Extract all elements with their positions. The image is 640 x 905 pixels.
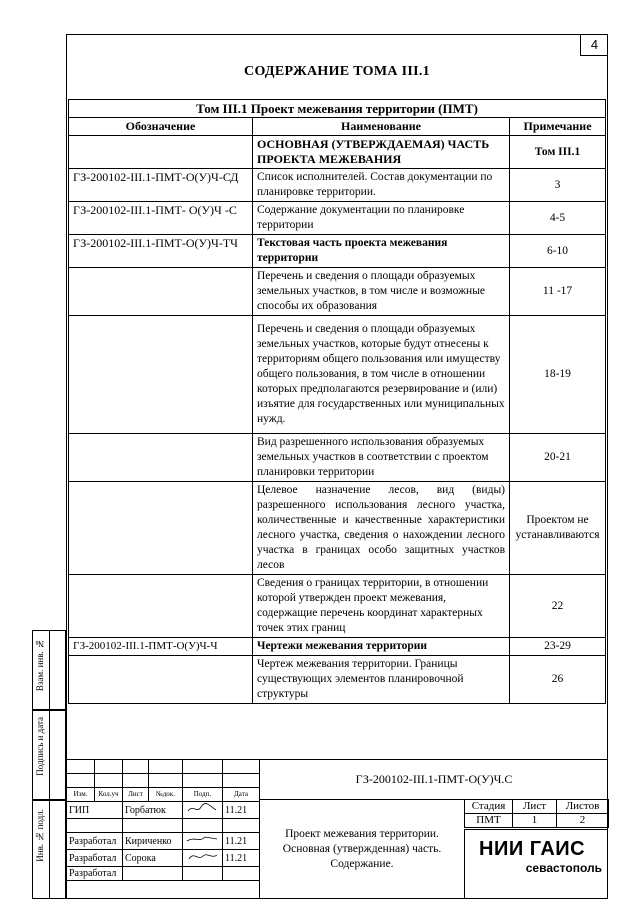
sheets-header: Листов [557, 800, 609, 814]
row-designation [69, 575, 253, 638]
table-row [69, 235, 606, 268]
table-row [69, 482, 606, 575]
row-designation: ГЗ-200102-III.1-ПМТ- О(У)Ч -С [69, 202, 253, 235]
table-row [69, 656, 606, 704]
stamp-header-ndok: №док. [149, 788, 183, 802]
row-name: Сведения о границах территории, в отношении которой утвержден проект межевания, содержащие перечень координат характерных точек этих границ [253, 575, 510, 638]
header-name: Наименование [253, 118, 510, 136]
table-row [69, 638, 606, 656]
row-designation: ГЗ-200102-III.1-ПМТ-О(У)Ч-ТЧ [69, 235, 253, 268]
row-name: Список исполнителей. Состав документации по планировке территории. [253, 169, 510, 202]
contents-table [68, 99, 606, 704]
header-note: Примечание [510, 118, 606, 136]
stage-header: Стадия [465, 800, 513, 814]
company-name: НИИ ГАИС [479, 838, 586, 860]
row-designation [69, 482, 253, 575]
stamp-role: Разработал [67, 867, 123, 881]
stamp-header-list: Лист [123, 788, 149, 802]
table-row [69, 268, 606, 316]
row-note: 11 -17 [510, 268, 606, 316]
table-row [69, 136, 606, 169]
row-note: 6-10 [510, 235, 606, 268]
row-name: Текстовая часть проекта межевания территории [253, 235, 510, 268]
row-name: Вид разрешенного использования образуемых земельных участков в соответствии с проектом планировки территории [253, 434, 510, 482]
row-designation [69, 316, 253, 434]
document-title: СОДЕРЖАНИЕ ТОМА III.1 [244, 64, 430, 79]
document-description: Проект межевания территории. Основная (утвержденная) часть. Содержание. [259, 799, 464, 899]
stamp-header-podp: Подп. [183, 788, 223, 802]
sheet-value: 1 [513, 814, 557, 828]
row-note: 3 [510, 169, 606, 202]
stamp-date: 11.21 [223, 833, 260, 850]
signatures-grid [66, 801, 260, 881]
stamp-name: Горбатюк [123, 802, 183, 819]
row-designation: ГЗ-200102-III.1-ПМТ-О(У)Ч-Ч [69, 638, 253, 656]
sheet-header: Лист [513, 800, 557, 814]
row-note: 18-19 [510, 316, 606, 434]
volume-heading: Том III.1 Проект межевания территории (ПМТ) [69, 100, 606, 118]
stamp-date: 11.21 [223, 850, 260, 867]
company-city: севастополь [525, 861, 602, 875]
stamp-header-kol: Кол.уч [95, 788, 123, 802]
signature-row [67, 833, 260, 850]
signature-row [67, 867, 260, 881]
signature-row [67, 850, 260, 867]
stamp-name: Сорока [123, 850, 183, 867]
stamp-header-data: Дата [223, 788, 260, 802]
row-name: Чертеж межевания территории. Границы существующих элементов планировочной структуры [253, 656, 510, 704]
row-note: 26 [510, 656, 606, 704]
table-row [69, 316, 606, 434]
table-row [69, 434, 606, 482]
stamp-role: Разработал [67, 833, 123, 850]
table-row [69, 575, 606, 638]
row-name: Перечень и сведения о площади образуемых земельных участков, в том числе и возможные способы их образования [253, 268, 510, 316]
company-logo [464, 829, 608, 899]
row-note: Том III.1 [510, 136, 606, 169]
page-number: 4 [580, 34, 608, 56]
side-label-inv: Инв. № подл. [35, 809, 45, 862]
row-name: Целевое назначение лесов, вид (виды) разрешенного использования лесного участка, количественные и качественные характеристики лесного участка, сведения о нахождении лесного участка в границах особо защитных участков лесов [253, 482, 510, 575]
row-designation [69, 136, 253, 169]
header-designation: Обозначение [69, 118, 253, 136]
row-note: 23-29 [510, 638, 606, 656]
signature-row [67, 819, 260, 833]
row-designation [69, 434, 253, 482]
table-row [69, 202, 606, 235]
side-box-podpis [32, 710, 66, 800]
stamp-header-izm: Изм. [67, 788, 95, 802]
row-designation [69, 656, 253, 704]
row-designation: ГЗ-200102-III.1-ПМТ-О(У)Ч-СД [69, 169, 253, 202]
row-note: 22 [510, 575, 606, 638]
stamp-name: Кириченко [123, 833, 183, 850]
signature-row [67, 802, 260, 819]
side-label-vzam: Взам. инв. № [35, 639, 45, 692]
side-box-inv [32, 800, 66, 899]
side-box-vzam [32, 630, 66, 710]
table-row [69, 169, 606, 202]
stage-value: ПМТ [465, 814, 513, 828]
signature-image [183, 850, 223, 867]
stamp-role: Разработал [67, 850, 123, 867]
signature-image [183, 833, 223, 850]
sheets-value: 2 [557, 814, 609, 828]
signature-image [183, 802, 223, 819]
row-name: Содержание документации по планировке территории [253, 202, 510, 235]
row-note: 4-5 [510, 202, 606, 235]
row-note: Проектом не устанавливаются [510, 482, 606, 575]
stamp-role: ГИП [67, 802, 123, 819]
row-note: 20-21 [510, 434, 606, 482]
row-name: Перечень и сведения о площади образуемых земельных участков, которые будут отнесены к территориям общего пользования или имуществу общего пользования, в том числе в отношении которых предполагаются резервирование и (или) изъятие для государственных или муниципальных нужд. [253, 316, 510, 434]
row-designation [69, 268, 253, 316]
revision-grid [66, 759, 260, 802]
side-label-podpis: Подпись и дата [35, 717, 45, 776]
row-name: ОСНОВНАЯ (УТВЕРЖДАЕМАЯ) ЧАСТЬ ПРОЕКТА МЕЖЕВАНИЯ [253, 136, 510, 169]
stage-table [464, 799, 609, 828]
stamp-date: 11.21 [223, 802, 260, 819]
document-code: ГЗ-200102-III.1-ПМТ-О(У)Ч.С [259, 759, 608, 799]
row-name: Чертежи межевания территории [253, 638, 510, 656]
